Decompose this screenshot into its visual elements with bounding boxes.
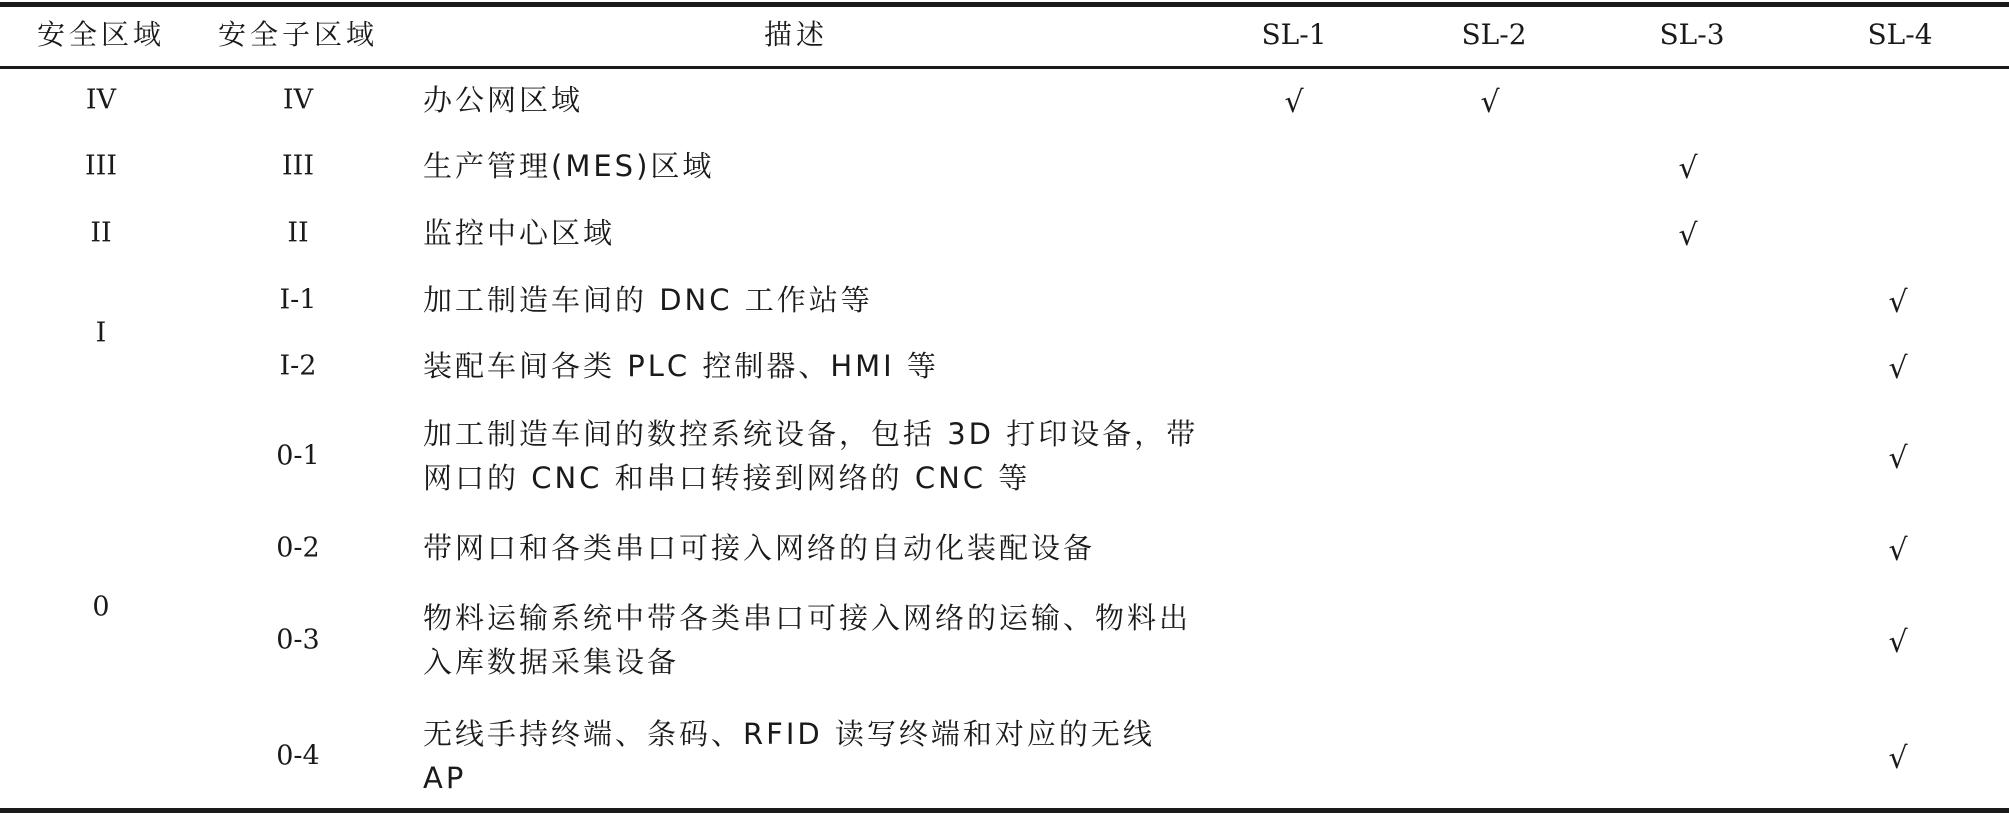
zone-cell: III xyxy=(85,150,117,182)
description-cell: 无线手持终端、条码、RFID 读写终端和对应的无线 AP xyxy=(423,717,1155,795)
check-mark: √ xyxy=(1284,85,1304,120)
description-cell: 办公网区域 xyxy=(423,83,584,117)
table-top-rule xyxy=(0,2,2009,7)
table-bottom-rule xyxy=(0,808,2009,813)
subzone-cell: II xyxy=(287,217,309,249)
check-mark: √ xyxy=(1480,85,1500,120)
description-cell: 监控中心区域 xyxy=(423,216,616,250)
zone-cell: IV xyxy=(85,84,117,116)
subzone-cell: I-1 xyxy=(279,284,317,316)
header-description: 描述 xyxy=(763,18,829,51)
subzone-cell: 0-4 xyxy=(276,740,320,772)
zone-cell: I xyxy=(95,317,107,349)
header-security-zone: 安全区域 xyxy=(36,18,166,51)
check-mark: √ xyxy=(1888,625,1908,660)
table-header-rule xyxy=(0,66,2009,69)
zone-cell: 0 xyxy=(92,591,110,623)
description-cell: 加工制造车间的数控系统设备，包括 3D 打印设备，带网口的 CNC 和串口转接到网络的 CNC 等 xyxy=(423,417,1199,495)
description-cell: 带网口和各类串口可接入网络的自动化装配设备 xyxy=(423,531,1096,565)
check-mark: √ xyxy=(1888,441,1908,476)
check-mark: √ xyxy=(1678,218,1698,253)
header-sl-3: SL-3 xyxy=(1659,18,1725,51)
check-mark: √ xyxy=(1888,533,1908,568)
header-security-subzone: 安全子区域 xyxy=(217,18,379,51)
subzone-cell: 0-1 xyxy=(276,440,320,472)
check-mark: √ xyxy=(1888,285,1908,320)
header-sl-4: SL-4 xyxy=(1867,18,1933,51)
check-mark: √ xyxy=(1888,741,1908,776)
subzone-cell: 0-2 xyxy=(276,532,320,564)
header-sl-2: SL-2 xyxy=(1461,18,1527,51)
check-mark: √ xyxy=(1678,151,1698,186)
subzone-cell: IV xyxy=(282,84,314,116)
description-cell: 装配车间各类 PLC 控制器、HMI 等 xyxy=(423,349,939,383)
header-sl-1: SL-1 xyxy=(1261,18,1327,51)
subzone-cell: I-2 xyxy=(279,350,317,382)
zone-cell: II xyxy=(90,217,112,249)
description-cell: 生产管理(MES)区域 xyxy=(423,149,715,183)
description-cell: 加工制造车间的 DNC 工作站等 xyxy=(423,283,873,317)
subzone-cell: III xyxy=(282,150,314,182)
subzone-cell: 0-3 xyxy=(276,624,320,656)
description-cell: 物料运输系统中带各类串口可接入网络的运输、物料出入库数据采集设备 xyxy=(423,601,1192,679)
check-mark: √ xyxy=(1888,351,1908,386)
